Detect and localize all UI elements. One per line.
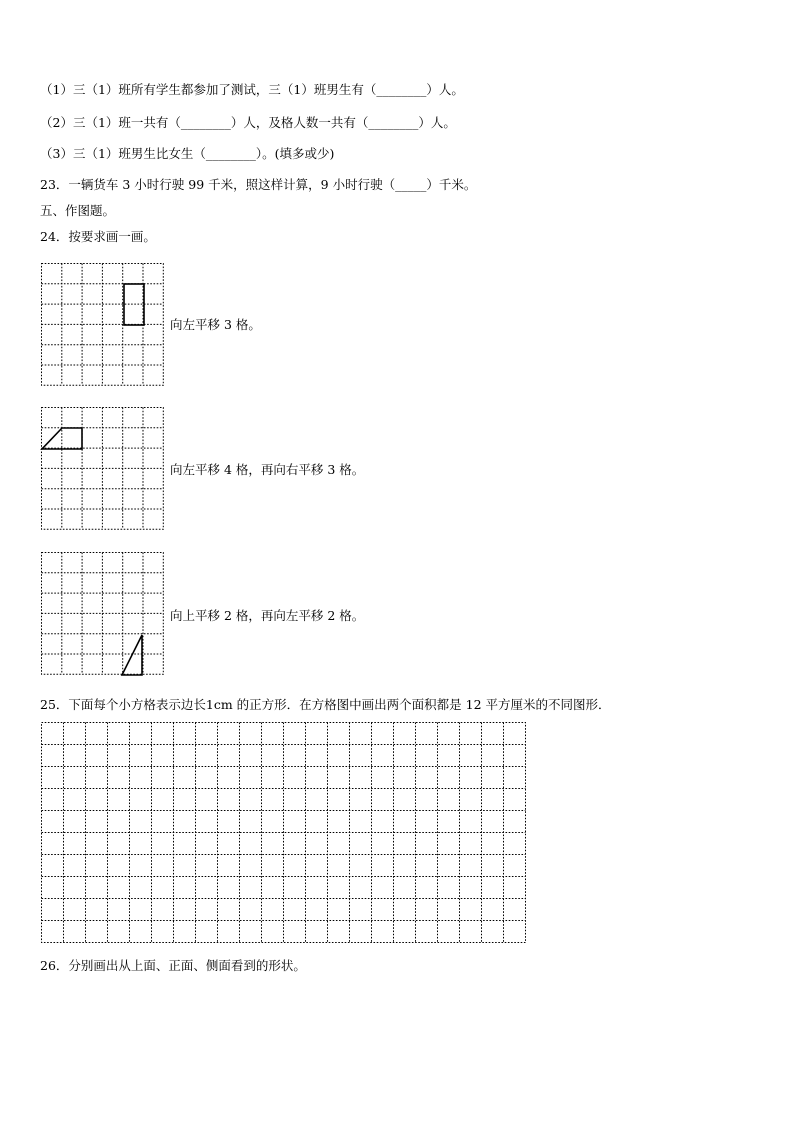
q24-task2-instruction: 向左平移 4 格，再向右平移 3 格。 (170, 462, 365, 477)
q24-grid-3[interactable] (41, 552, 167, 678)
q22-part2: （2）三（1）班一共有（________）人，及格人数一共有（________）人。 (40, 115, 456, 130)
q24-grid-2[interactable] (41, 407, 167, 533)
triangle-shape (122, 635, 142, 675)
q23-text: 23．一辆货车 3 小时行驶 99 千米，照这样计算，9 小时行驶（_____）千米。 (40, 177, 477, 192)
q22-part1: （1）三（1）班所有学生都参加了测试，三（1）班男生有（________）人。 (40, 82, 464, 97)
q25-grid[interactable] (41, 722, 529, 946)
q24-grid-1[interactable] (41, 263, 167, 389)
q24-task1-instruction: 向左平移 3 格。 (170, 317, 261, 332)
q22-part3: （3）三（1）班男生比女生（________）。(填多或少) (40, 146, 335, 161)
q24-title: 24．按要求画一画。 (40, 229, 156, 244)
section5-title: 五、作图题。 (40, 203, 116, 218)
q24-task3-instruction: 向上平移 2 格，再向左平移 2 格。 (170, 608, 365, 623)
q25-text: 25．下面每个小方格表示边长1cm 的正方形．在方格图中画出两个面积都是 12 平方厘米的不同图形． (40, 697, 611, 712)
q26-text: 26．分别画出从上面、正面、侧面看到的形状。 (40, 958, 306, 973)
